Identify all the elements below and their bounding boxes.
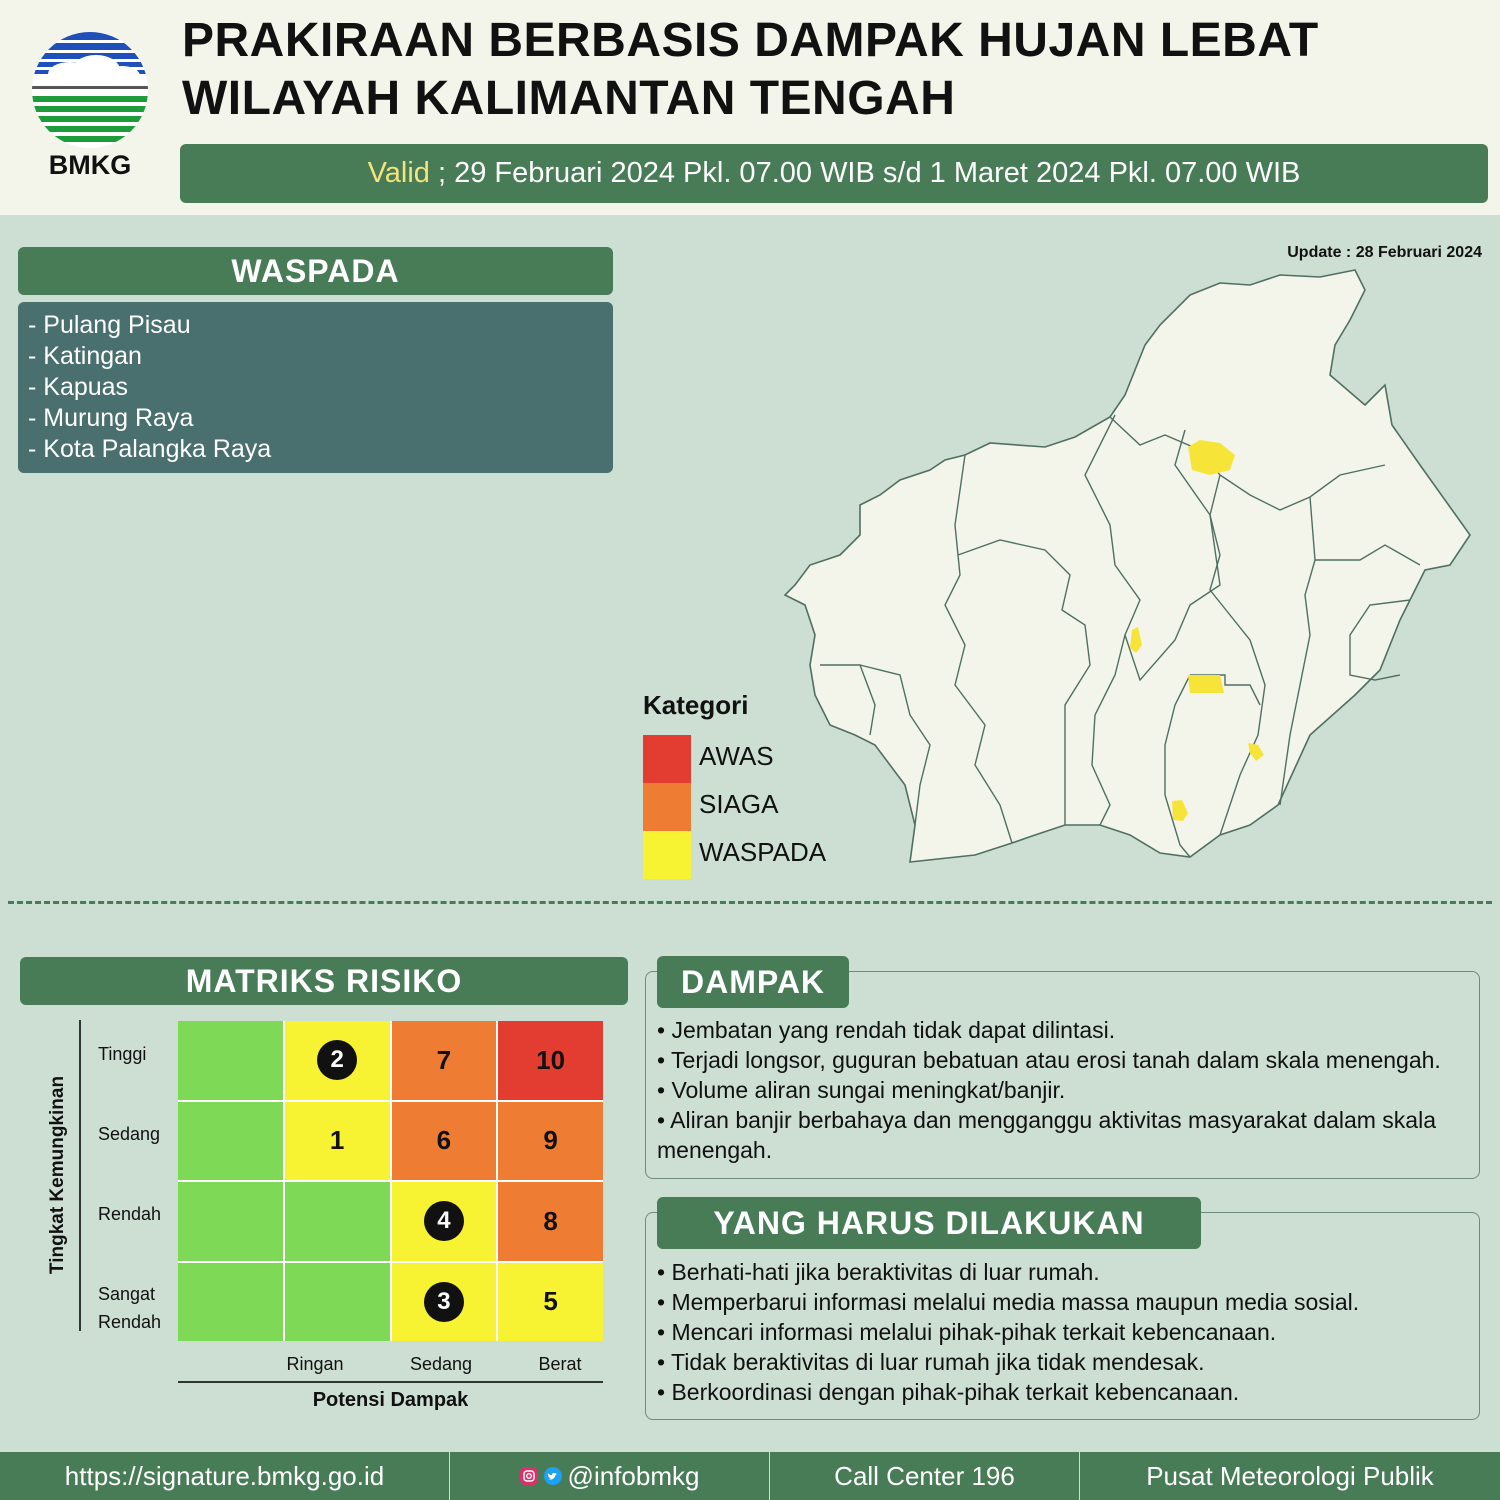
list-item: • Memperbarui informasi melalui media massa maupun media sosial. <box>657 1289 1360 1315</box>
list-item: - Pulang Pisau <box>28 311 191 339</box>
matrix-cell <box>392 1182 497 1261</box>
list-item: • Terjadi longsor, guguran bebatuan atau erosi tanah dalam skala menengah. <box>657 1047 1441 1073</box>
matrix-cell-value: 7 <box>436 1044 452 1075</box>
province-outline <box>785 270 1470 862</box>
footer-call-center: Call Center 196 <box>770 1452 1080 1500</box>
matrix-cell <box>392 1021 497 1100</box>
matrix-cell <box>498 1263 603 1342</box>
list-item: • Aliran banjir berbahaya dan mengganggu aktivitas masyarakat dalam skala menengah. <box>657 1107 1437 1163</box>
matrix-cell-value: 9 <box>543 1125 558 1156</box>
col-label-berat: Berat <box>538 1354 582 1374</box>
matrix-cell <box>392 1102 497 1181</box>
waspada-area <box>1188 675 1224 693</box>
valid-period-text: ; 29 Februari 2024 Pkl. 07.00 WIB s/d 1 Maret 2024 Pkl. 07.00 WIB <box>429 157 1301 189</box>
logo-text: BMKG <box>48 150 132 180</box>
footer <box>0 1452 1500 1500</box>
matrix-cell <box>498 1021 603 1100</box>
list-item: • Tidak beraktivitas di luar rumah jika tidak mendesak. <box>657 1349 1205 1375</box>
legend-label-siaga: SIAGA <box>699 789 779 819</box>
matrix-cell-value: 6 <box>436 1125 452 1156</box>
matrix-cell <box>178 1263 283 1342</box>
risk-matrix-grid <box>178 1021 603 1341</box>
y-axis-line <box>79 1020 81 1331</box>
matrix-cell <box>498 1102 603 1181</box>
tindakan-list <box>657 1257 1472 1407</box>
list-item: • Berkoordinasi dengan pihak-pihak terkait kebencanaan. <box>657 1379 1240 1405</box>
legend-swatch-siaga <box>643 783 691 831</box>
matrix-cell <box>285 1021 390 1100</box>
list-item: • Berhati-hati jika beraktivitas di luar rumah. <box>657 1259 1100 1285</box>
matrix-cell-value: 5 <box>543 1286 558 1317</box>
x-axis-title: Potensi Dampak <box>312 1389 469 1411</box>
list-item: • Mencari informasi melalui pihak-pihak terkait kebencanaan. <box>657 1319 1277 1345</box>
dampak-heading: DAMPAK <box>657 956 849 1008</box>
dampak-list <box>657 1015 1472 1165</box>
title-line-1: PRAKIRAAN BERBASIS DAMPAK HUJAN LEBAT <box>182 14 1319 67</box>
row-label-tinggi: Tinggi <box>98 1044 147 1064</box>
legend-label-awas: AWAS <box>699 741 774 771</box>
matrix-cell <box>285 1102 390 1181</box>
footer-website-link[interactable]: https://signature.bmkg.go.id <box>0 1452 450 1500</box>
province-map <box>780 265 1480 865</box>
legend-title: Kategori <box>643 690 749 720</box>
matrix-cell-value-circled: 2 <box>317 1040 357 1080</box>
matrix-cell-value-circled: 4 <box>424 1201 464 1241</box>
row-label-rendah: Rendah <box>98 1204 162 1224</box>
list-item: - Kapuas <box>28 373 129 401</box>
matrix-cell <box>285 1182 390 1261</box>
title-line-2: WILAYAH KALIMANTAN TENGAH <box>182 72 956 125</box>
matrix-cell <box>178 1182 283 1261</box>
tindakan-heading: YANG HARUS DILAKUKAN <box>657 1197 1201 1249</box>
matrix-cell-value: 8 <box>543 1205 558 1236</box>
legend-swatch-waspada <box>643 831 691 879</box>
y-axis-title: Tingkat Kemungkinan <box>47 1075 68 1275</box>
section-divider <box>8 901 1492 904</box>
matrix-cell-value: 10 <box>536 1044 566 1075</box>
matrix-cell <box>498 1182 603 1261</box>
list-item: - Kota Palangka Raya <box>28 435 272 463</box>
footer-organization: Pusat Meteorologi Publik <box>1146 1461 1434 1491</box>
col-label-sedang: Sedang <box>409 1354 473 1374</box>
matrix-cell <box>392 1263 497 1342</box>
x-axis-line <box>178 1381 603 1383</box>
legend-swatch-awas <box>643 735 691 783</box>
instagram-icon <box>520 1467 538 1485</box>
valid-period-bar <box>180 144 1488 203</box>
legend-label-waspada: WASPADA <box>699 837 827 867</box>
footer-social[interactable] <box>450 1452 770 1500</box>
social-handle: @infobmkg <box>567 1461 700 1491</box>
matrix-cell <box>285 1263 390 1342</box>
valid-label: Valid <box>367 157 430 189</box>
update-date: Update : 28 Februari 2024 <box>1287 244 1482 261</box>
matrix-cell <box>178 1102 283 1181</box>
page-title <box>182 12 1319 128</box>
waspada-region-list <box>18 302 613 473</box>
list-item: • Volume aliran sungai meningkat/banjir. <box>657 1077 1066 1103</box>
twitter-icon <box>544 1467 562 1485</box>
row-label-sedang: Sedang <box>98 1124 161 1144</box>
matrix-cell-value-circled: 3 <box>424 1282 464 1322</box>
header <box>0 0 1500 215</box>
waspada-heading: WASPADA <box>18 247 613 295</box>
matrix-cell <box>178 1021 283 1100</box>
row-label-sangat-rendah: Sangat Rendah <box>98 1284 162 1332</box>
risk-matrix-heading: MATRIKS RISIKO <box>20 957 628 1005</box>
bmkg-logo <box>30 28 150 153</box>
list-item: - Katingan <box>28 342 142 370</box>
matrix-cell-value: 1 <box>329 1125 345 1156</box>
list-item: • Jembatan yang rendah tidak dapat dilintasi. <box>657 1017 1116 1043</box>
list-item: - Murung Raya <box>28 404 194 432</box>
col-label-ringan: Ringan <box>286 1354 344 1374</box>
